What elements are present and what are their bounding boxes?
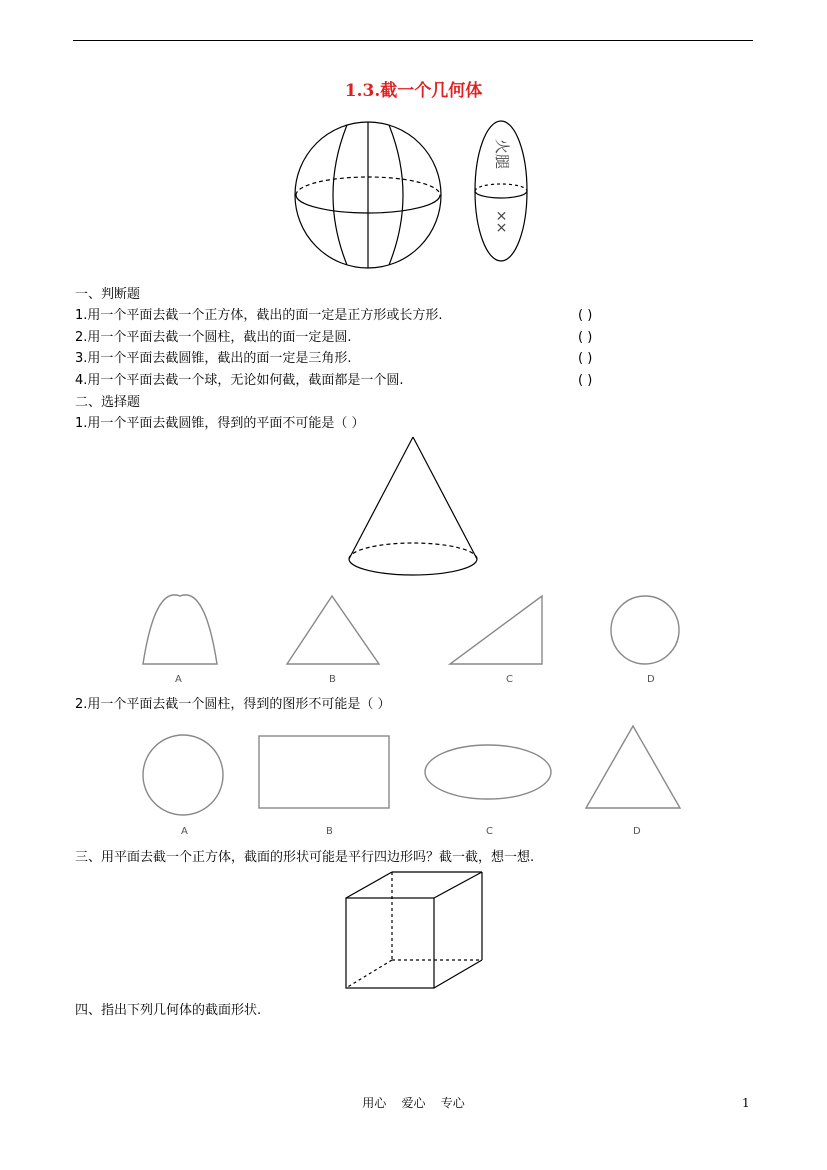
q2-option-b-label: B [326, 826, 333, 837]
footer-motto: 用心 爱心 专心 [362, 1096, 465, 1110]
q2-option-d-label: D [633, 826, 641, 837]
option-a-circle [143, 735, 223, 815]
page-number: 1 [742, 1096, 750, 1110]
judgment-item-2: 2.用一个平面去截一个圆柱，截出的面一定是圆. [75, 330, 352, 345]
option-c-ellipse [425, 745, 551, 799]
q2-option-a-label: A [181, 826, 188, 837]
page-title: 1.3.截一个几何体 [344, 81, 483, 101]
option-a-arch-shape [143, 595, 217, 664]
cone-figure [345, 435, 481, 581]
q2-option-c-label: C [486, 826, 493, 837]
option-b-rectangle [259, 736, 389, 808]
option-c-right-triangle [450, 596, 542, 664]
option-d-circle [611, 596, 679, 664]
choice-question-1: 1.用一个平面去截圆锥，得到的平面不可能是（ ） [75, 416, 365, 431]
option-b-triangle [287, 596, 379, 664]
section4-question: 四、指出下列几何体的截面形状. [75, 1003, 262, 1018]
answer-blank-1[interactable]: ( ) [578, 308, 593, 323]
ham-marks: ×× [493, 210, 509, 234]
answer-blank-4[interactable]: ( ) [578, 373, 593, 388]
q1-option-b-label: B [329, 674, 336, 685]
judgment-item-4: 4.用一个平面去截一个球，无论如何截，截面都是一个圆. [75, 373, 404, 388]
section2-heading: 二、选择题 [75, 395, 141, 410]
judgment-item-1: 1.用一个平面去截一个正方体，截出的面一定是正方形或长方形. [75, 308, 443, 323]
q1-option-a-label: A [175, 674, 182, 685]
section3-question: 三、用平面去截一个正方体，截面的形状可能是平行四边形吗？截一截，想一想. [75, 850, 535, 865]
basketball-ham-figure [285, 118, 545, 270]
judgment-item-3: 3.用一个平面去截圆锥，截出的面一定是三角形. [75, 351, 352, 366]
answer-blank-3[interactable]: ( ) [578, 351, 593, 366]
ham-label: 火腿 [493, 139, 511, 170]
q1-options-figure [135, 590, 695, 690]
q1-option-d-label: D [647, 674, 655, 685]
answer-blank-2[interactable]: ( ) [578, 330, 593, 345]
q2-options-figure [135, 722, 695, 840]
cube-figure [340, 868, 490, 992]
q1-option-c-label: C [506, 674, 513, 685]
section1-heading: 一、判断题 [75, 287, 141, 302]
header-rule [73, 40, 753, 41]
option-d-triangle [586, 726, 680, 808]
choice-question-2: 2.用一个平面去截一个圆柱，得到的图形不可能是（ ） [75, 697, 391, 712]
